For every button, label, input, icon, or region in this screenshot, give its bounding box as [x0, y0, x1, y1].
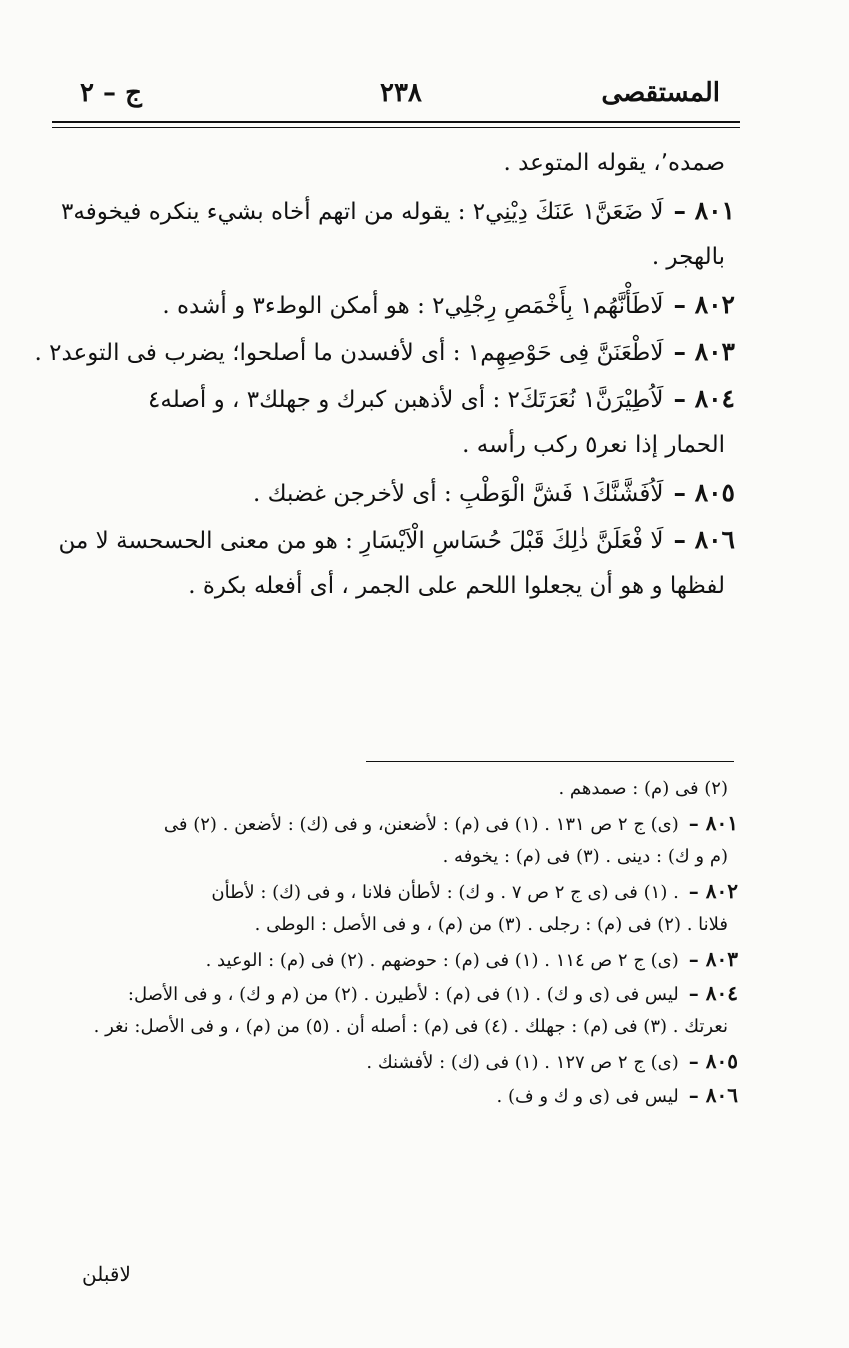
page-header [80, 78, 720, 118]
running-title: المستقصى [601, 78, 720, 108]
footnote-line: ٨٠٤ –ليس فى (ى و ك) . (١) فى (م) : لأطيرن . (٢) من (م و ك) ، و فى الأصل: [127, 981, 738, 1005]
proverb-entry: ٨٠٤ –لَاُطِيْرَنَّ١ نُعَرَتَكَ٢ : أى لأذهبن كبرك و جهلك٣ ، و أصله٤ [70, 375, 735, 422]
footnote-line: ٨٠١ –(ى) ج ٢ ص ١٣١ . (١) فى (م) : لأضعنن، و فى (ك) : لأضعن . (٢) فى [163, 811, 738, 835]
text-line: الحمار إذا نعر٥ ركب رأسه . [462, 432, 725, 458]
entry-number: ٨٠٥ – [673, 478, 735, 507]
footnote-line: فلانا . (٢) فى (م) : رجلى . (٣) من (م) ، و فى الأصل : الوطى . [254, 914, 728, 935]
header-rule [52, 121, 740, 123]
footnote-line: ٨٠٥ –(ى) ج ٢ ص ١٢٧ . (١) فى (ك) : لأفشنك . [366, 1049, 738, 1073]
catchword: لاقبلن [82, 1262, 131, 1286]
entry-number: ٨٠٣ – [673, 337, 735, 366]
footnote-line: ٨٠٦ –ليس فى (ى و ك و ف) . [496, 1083, 738, 1107]
entry-number: ٨٠٢ – [673, 290, 735, 319]
footnote-line: (٢) فى (م) : صمدهم . [558, 778, 728, 799]
footnotes [70, 772, 738, 1112]
footnote-line: نعرتك . (٣) فى (م) : جهلك . (٤) فى (م) : أصله أن . (٥) من (م) ، و فى الأصل: نغر . [93, 1016, 728, 1037]
entry-number: ٨٠١ – [673, 196, 735, 225]
proverb-entry: ٨٠٦ –لَا فْعَلَنَّ ذٰلِكَ قَبْلَ حُسَاسِ الْاَيْسَارِ : هو من معنى الحسحسة لا من [70, 516, 735, 563]
header-rule-thin [52, 127, 740, 128]
page-number: ٢٣٨ [380, 78, 422, 108]
entry-number: ٨٠٤ – [673, 384, 735, 413]
volume-label: ج – ٢ [80, 78, 142, 108]
footnote-line: ٨٠٢ –. (١) فى (ى ج ٢ ص ٧ . و ك) : لأطأن فلانا ، و فى (ك) : لأطأن [211, 879, 738, 903]
footnote-line: ٨٠٣ –(ى) ج ٢ ص ١١٤ . (١) فى (م) : حوضهم . (٢) فى (م) : الوعيد . [205, 947, 738, 971]
text-line: صمده٬، يقوله المتوعد . [503, 150, 725, 176]
proverb-entry: ٨٠١ –لَا ضَعَنَّ١ عَنَكَ دِيْنِي٢ : يقوله من اتهم أخاه بشيء ينكره فيخوفه٣ [70, 187, 735, 234]
footnote-separator [366, 761, 734, 762]
main-text [34, 140, 735, 610]
proverb-entry: ٨٠٢ –لَاطَأْنَّهُم١ بِأَخْمَصِ رِجْلِي٢ : هو أمكن الوطء٣ و أشده . [70, 281, 735, 328]
text-line: بالهجر . [651, 244, 725, 270]
proverb-entry: ٨٠٣ –لَاطْعَنَنَّ فِى حَوْصِهِم١ : أى لأفسدن ما أصلحوا؛ يضرب فى التوعد٢ . [70, 328, 735, 375]
footnote-line: (م و ك) : دينى . (٣) فى (م) : يخوفه . [442, 846, 728, 867]
proverb-entry: ٨٠٥ –لَاُفَشَّنَّكَ١ فَشَّ الْوَطْبِ : أى لأخرجن غضبك . [70, 469, 735, 516]
entry-number: ٨٠٦ – [673, 525, 735, 554]
text-line: لفظها و هو أن يجعلوا اللحم على الجمر ، أى أفعله بكرة . [188, 573, 725, 599]
